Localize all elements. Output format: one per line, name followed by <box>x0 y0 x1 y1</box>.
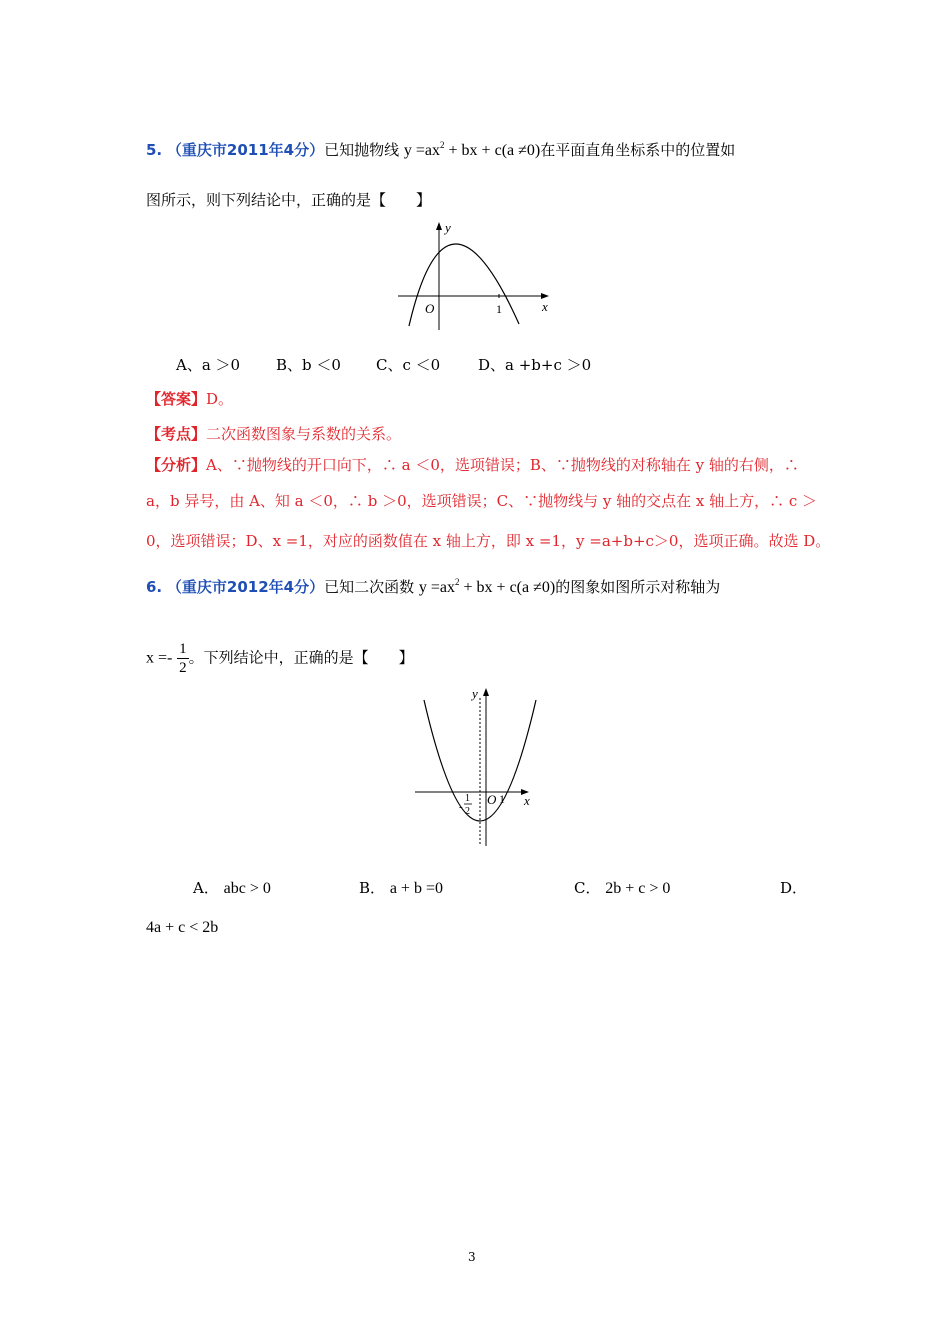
q6-number: 6. <box>146 578 163 596</box>
q5-fenxi-label: 【分析】 <box>146 456 207 474</box>
q5-kaodian <box>146 424 401 444</box>
q6-stem-pre: 已知二次函数 <box>324 578 415 596</box>
q6-y-arrow <box>483 688 489 696</box>
q5-kaodian-text: 二次函数图象与系数的关系。 <box>206 425 402 443</box>
q5-fenxi-line2: a，b 异号，由 A、知 a ＜0，∴ b ＞0，选项错误；C、∵抛物线与 y 轴的交点在 x 轴上方，∴ c ＞ <box>146 492 818 510</box>
q6-stem-line2-text: 。下列结论中，正确的是【 】 <box>188 648 414 667</box>
q5-fenxi-text1: A、∵抛物线的开口向下，∴ a ＜0，选项错误；B、∵抛物线的对称轴在 y 轴的右侧，∴ <box>206 456 799 474</box>
q6-option-c: C． 2b + c > 0 <box>574 879 671 897</box>
q6-stem-line2 <box>146 640 414 677</box>
q6-neg-sign: - <box>459 801 463 813</box>
q5-graph <box>395 218 560 330</box>
q6-source: （重庆市2012年4分） <box>166 578 325 596</box>
q6-graph <box>410 684 545 846</box>
q5-stem-line2: 图所示，则下列结论中，正确的是【 】 <box>146 191 432 209</box>
q5-option-d: D、a +b+c ＞0 <box>478 356 592 374</box>
q5-fenxi-line3: 0，选项错误；D、x =1，对应的函数值在 x 轴上方，即 x =1，y =a+b+c＞0，选项正确。故选 D。 <box>146 532 831 550</box>
q5-answer-label: 【答案】 <box>146 390 207 408</box>
q5-options <box>176 355 591 375</box>
q6-stem-line1 <box>146 577 720 598</box>
q6-options-line1 <box>193 878 807 899</box>
q6-neg-half-num: 1 <box>465 793 470 804</box>
page-number: 3 <box>468 1250 476 1264</box>
q5-answer <box>146 389 233 409</box>
q5-axis-x-label: x <box>542 299 548 314</box>
q5-formula: $y =ax^2$ + bx + c(a ≠0) <box>403 140 541 159</box>
q5-stem-line1 <box>146 140 735 161</box>
q6-option-b: B． a + b =0 <box>359 879 443 897</box>
q5-source: （重庆市2011年4分） <box>166 141 325 159</box>
q5-y-arrow <box>436 222 442 230</box>
q6-origin-label: O <box>487 792 497 807</box>
q6-axis-x-label: x <box>524 793 530 808</box>
q5-option-a: A、a ＞0 <box>176 356 241 374</box>
q5-axis-y-label: y <box>445 220 451 235</box>
q5-stem-post: 在平面直角坐标系中的位置如 <box>540 141 736 159</box>
q6-option-d-label: D． <box>780 879 808 897</box>
q6-neg-half-den: 2 <box>465 806 470 817</box>
q5-fenxi-line1 <box>146 455 799 475</box>
q5-tick-label: 1 <box>496 302 502 316</box>
q5-stem-pre: 已知抛物线 <box>324 141 400 159</box>
q5-option-b: B、b ＜0 <box>276 356 341 374</box>
q5-kaodian-label: 【考点】 <box>146 425 207 443</box>
q5-origin-label: O <box>425 301 435 316</box>
q6-option-a: A． abc > 0 <box>193 879 271 897</box>
q6-formula: $y =ax^2$ + bx + c(a ≠0) <box>418 577 556 596</box>
q5-option-c: C、c ＜0 <box>376 356 441 374</box>
q6-fraction: $\frac{1}{2}$ <box>179 641 187 676</box>
q6-option-d: 4a + c < 2b <box>146 919 219 936</box>
q5-answer-value: D。 <box>206 390 234 408</box>
q6-axis-eq: x =- <box>146 649 173 667</box>
q6-axis-y-label: y <box>472 686 478 701</box>
q6-tick-label: 1 <box>499 792 505 806</box>
q6-stem-post: 的图象如图所示对称轴为 <box>555 578 721 596</box>
q5-number: 5. <box>146 141 163 159</box>
